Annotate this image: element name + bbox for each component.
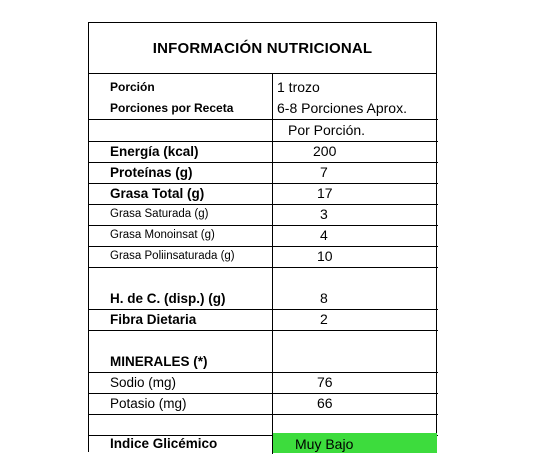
nutrient-value: 3: [320, 206, 328, 222]
minerales-heading-underline: [89, 351, 438, 373]
nutrient-row-hdc: [89, 288, 438, 310]
nutrient-value: 8: [320, 290, 328, 306]
porcion-label: Porción: [110, 80, 155, 94]
table-title: INFORMACIÓN NUTRICIONAL: [152, 39, 373, 57]
nutrient-value: 2: [320, 311, 328, 327]
per-portion-header: Por Porción.: [288, 122, 366, 138]
nutrient-label: H. de C. (disp.) (g): [110, 291, 226, 306]
nutrient-row-grasa-total: [89, 183, 438, 205]
nutrient-row-proteinas: [89, 162, 438, 184]
nutrient-value: 7: [320, 164, 328, 180]
title-separator: [89, 73, 436, 74]
mineral-label: Sodio (mg): [110, 375, 177, 390]
mineral-label: Potasio (mg): [110, 396, 187, 411]
nutrient-label: Grasa Monoinsat (g): [110, 229, 215, 241]
nutrient-row-grasa-monoinsat: [89, 225, 438, 247]
glycemic-row: [89, 433, 438, 453]
nutrient-value: 4: [320, 227, 328, 243]
blank-row: [89, 267, 438, 288]
minerales-heading: MINERALES (*): [110, 354, 208, 369]
nutrient-value: 17: [317, 185, 333, 201]
nutrient-value: 200: [313, 143, 337, 159]
mineral-row-sodio: [89, 372, 438, 394]
nutrient-label: Grasa Saturada (g): [110, 208, 209, 220]
mineral-row-potasio: [89, 393, 438, 415]
per-portion-header-row: [89, 120, 438, 142]
porciones-receta-label: Porciones por Receta: [110, 101, 234, 115]
nutrient-label: Proteínas (g): [110, 165, 193, 180]
nutrition-table: [88, 22, 437, 452]
porcion-row: [89, 77, 438, 98]
glycemic-label: Indice Glicémico: [110, 436, 218, 451]
mineral-value: 66: [317, 395, 333, 411]
nutrient-row-fibra: [89, 309, 438, 331]
nutrient-label: Energía (kcal): [110, 144, 199, 159]
mineral-value: 76: [317, 374, 333, 390]
porciones-receta-value: 6-8 Porciones Aprox.: [277, 100, 407, 116]
porciones-receta-row: [89, 98, 438, 120]
nutrient-row-grasa-saturada: [89, 204, 438, 226]
nutrient-label: Grasa Poliinsaturada (g): [110, 250, 235, 262]
nutrient-label: Grasa Total (g): [110, 186, 205, 201]
porcion-value: 1 trozo: [277, 79, 320, 95]
nutrient-label: Fibra Dietaria: [110, 312, 197, 327]
nutrient-row-energia: [89, 141, 438, 163]
nutrient-row-grasa-poliinsaturada: [89, 246, 438, 268]
glycemic-value-badge: Muy Bajo: [273, 433, 437, 453]
nutrient-value: 10: [317, 248, 333, 264]
